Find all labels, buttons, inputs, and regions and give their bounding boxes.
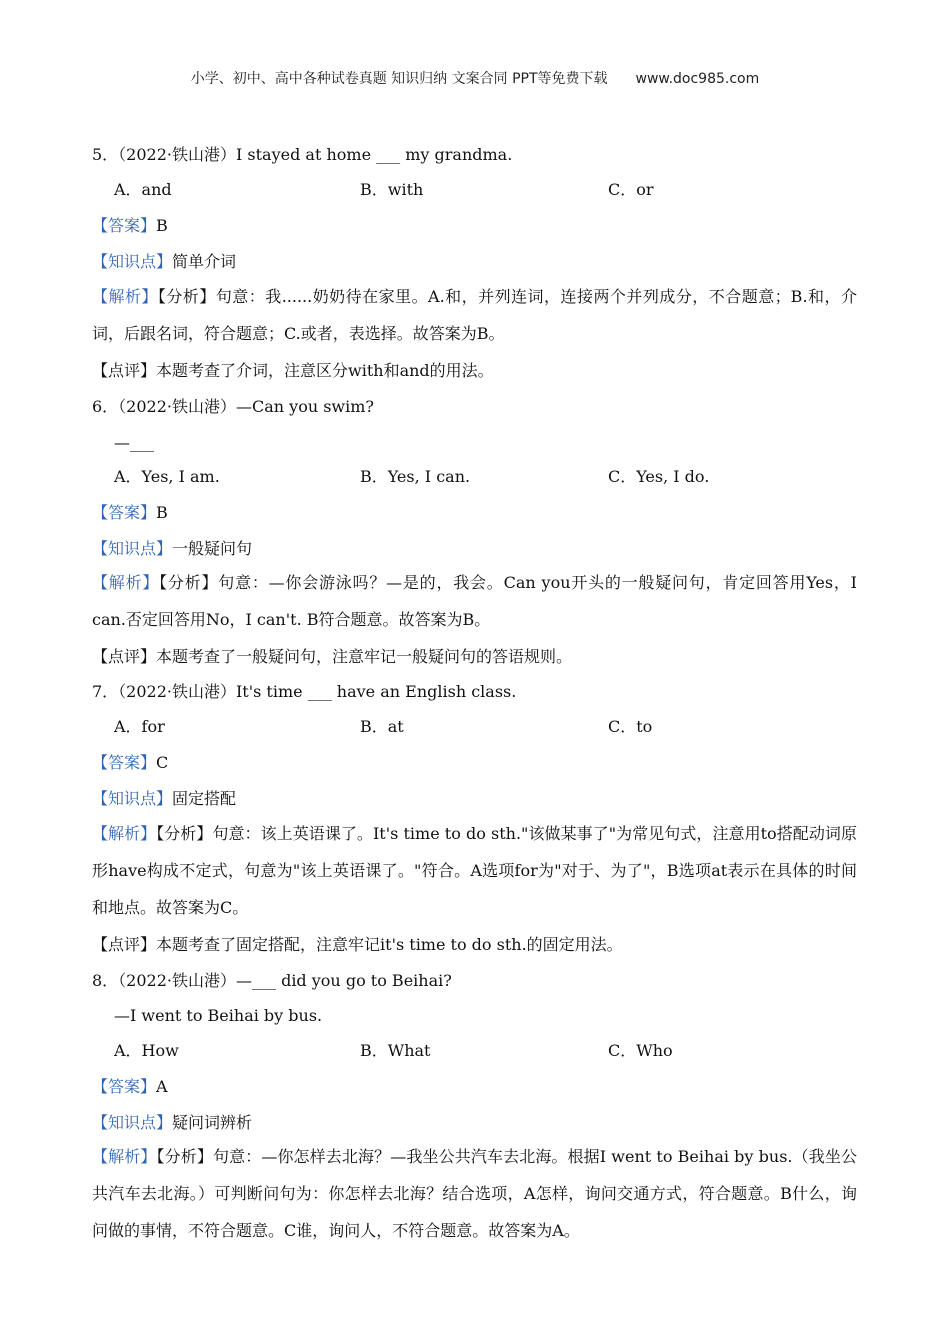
question-6-option-b: B．Yes, I can. bbox=[360, 467, 471, 486]
analysis-text: 句意：—你怎样去北海？—我坐公共汽车去北海。根据I went to Beihai by bus.（我坐公共汽车去北海。）可判断问句为：你怎样去北海？结合选项，A怎样，询问交通方式，符合题意。B什么，询问做的事情，不符合题意。C谁，询问人，不符合题意。故答案为A。 bbox=[92, 1147, 857, 1240]
answer-value: C bbox=[156, 753, 169, 772]
analysis-label: 【解析】 bbox=[92, 1147, 157, 1166]
question-8-stem: 8．（2022·铁山港）—___ did you go to Beihai? bbox=[92, 971, 452, 990]
question-5-answer bbox=[92, 216, 168, 236]
analysis-sub-label: 【分析】 bbox=[156, 824, 213, 843]
question-6-answer bbox=[92, 503, 168, 523]
analysis-text: 句意：我......奶奶待在家里。A.和，并列连词，连接两个并列成分，不合题意；B.和，介词，后跟名词，符合题意；C.或者，表选择。故答案为B。 bbox=[92, 287, 857, 343]
question-8-stem-reply: —I went to Beihai by bus. bbox=[114, 1006, 323, 1025]
comment-label: 【点评】 bbox=[92, 361, 157, 380]
answer-label: 【答案】 bbox=[92, 753, 157, 772]
analysis-sub-label: 【分析】 bbox=[159, 573, 219, 592]
question-5-knowledge bbox=[92, 252, 236, 272]
header-site: www.doc985.com bbox=[635, 71, 760, 87]
knowledge-value: 简单介词 bbox=[172, 252, 237, 271]
knowledge-label: 【知识点】 bbox=[92, 1113, 173, 1132]
question-8-option-b: B．What bbox=[360, 1041, 431, 1060]
answer-value: B bbox=[156, 503, 168, 522]
question-7-option-b: B．at bbox=[360, 717, 404, 736]
answer-label: 【答案】 bbox=[92, 503, 157, 522]
question-7-comment bbox=[92, 935, 623, 955]
question-5-comment bbox=[92, 361, 494, 381]
comment-text: 本题考查了固定搭配，注意牢记it's time to do sth.的固定用法。 bbox=[156, 935, 623, 954]
question-6-option-a: A．Yes, I am. bbox=[114, 467, 220, 486]
question-7-stem: 7．（2022·铁山港）It's time ___ have an English class. bbox=[92, 682, 517, 701]
analysis-text: 句意：—你会游泳吗？—是的，我会。Can you开头的一般疑问句，肯定回答用Yes，I can.否定回答用No，I can't. B符合题意。故答案为B。 bbox=[92, 573, 857, 629]
question-7-option-a: A．for bbox=[114, 717, 165, 736]
question-5-option-b: B．with bbox=[360, 180, 424, 199]
analysis-label: 【解析】 bbox=[92, 573, 160, 592]
question-6-option-c: C．Yes, I do. bbox=[608, 467, 710, 486]
question-8-option-c: C．Who bbox=[608, 1041, 673, 1060]
question-6-knowledge bbox=[92, 539, 252, 559]
knowledge-label: 【知识点】 bbox=[92, 539, 173, 558]
question-8-answer bbox=[92, 1077, 168, 1097]
question-6-stem-reply: —___ bbox=[114, 433, 154, 452]
question-7-answer bbox=[92, 753, 168, 773]
page-header bbox=[0, 68, 950, 88]
analysis-label: 【解析】 bbox=[92, 287, 158, 306]
question-5-analysis bbox=[92, 278, 857, 352]
comment-text: 本题考查了一般疑问句，注意牢记一般疑问句的答语规则。 bbox=[156, 647, 573, 666]
question-6-analysis bbox=[92, 564, 857, 638]
question-5-stem: 5．（2022·铁山港）I stayed at home ___ my grandma. bbox=[92, 145, 513, 164]
answer-label: 【答案】 bbox=[92, 216, 157, 235]
analysis-text: 句意：该上英语课了。It's time to do sth."该做某事了"为常见句式，注意用to搭配动词原形have构成不定式，句意为"该上英语课了。"符合。A选项for为"对于、为了"，B选项at表示在具体的时间和地点。故答案为C。 bbox=[92, 824, 857, 917]
question-8-analysis bbox=[92, 1138, 857, 1249]
answer-value: A bbox=[156, 1077, 168, 1096]
question-5-option-c: C．or bbox=[608, 180, 654, 199]
question-5-option-a: A．and bbox=[114, 180, 172, 199]
question-7-option-c: C．to bbox=[608, 717, 653, 736]
analysis-sub-label: 【分析】 bbox=[157, 287, 216, 306]
question-7-knowledge bbox=[92, 789, 236, 809]
analysis-label: 【解析】 bbox=[92, 824, 157, 843]
answer-value: B bbox=[156, 216, 168, 235]
question-6-comment bbox=[92, 647, 572, 667]
question-8-option-a: A．How bbox=[114, 1041, 179, 1060]
knowledge-label: 【知识点】 bbox=[92, 252, 173, 271]
question-6-stem: 6．（2022·铁山港）—Can you swim? bbox=[92, 397, 374, 416]
knowledge-value: 疑问词辨析 bbox=[172, 1113, 253, 1132]
question-8-knowledge bbox=[92, 1113, 252, 1133]
answer-label: 【答案】 bbox=[92, 1077, 157, 1096]
knowledge-value: 一般疑问句 bbox=[172, 539, 253, 558]
knowledge-value: 固定搭配 bbox=[172, 789, 237, 808]
analysis-sub-label: 【分析】 bbox=[156, 1147, 213, 1166]
question-7-analysis bbox=[92, 815, 857, 926]
knowledge-label: 【知识点】 bbox=[92, 789, 173, 808]
comment-label: 【点评】 bbox=[92, 935, 157, 954]
comment-label: 【点评】 bbox=[92, 647, 157, 666]
comment-text: 本题考查了介词，注意区分with和and的用法。 bbox=[156, 361, 494, 380]
header-text: 小学、初中、高中各种试卷真题 知识归纳 文案合同 PPT等免费下载 bbox=[190, 71, 608, 87]
